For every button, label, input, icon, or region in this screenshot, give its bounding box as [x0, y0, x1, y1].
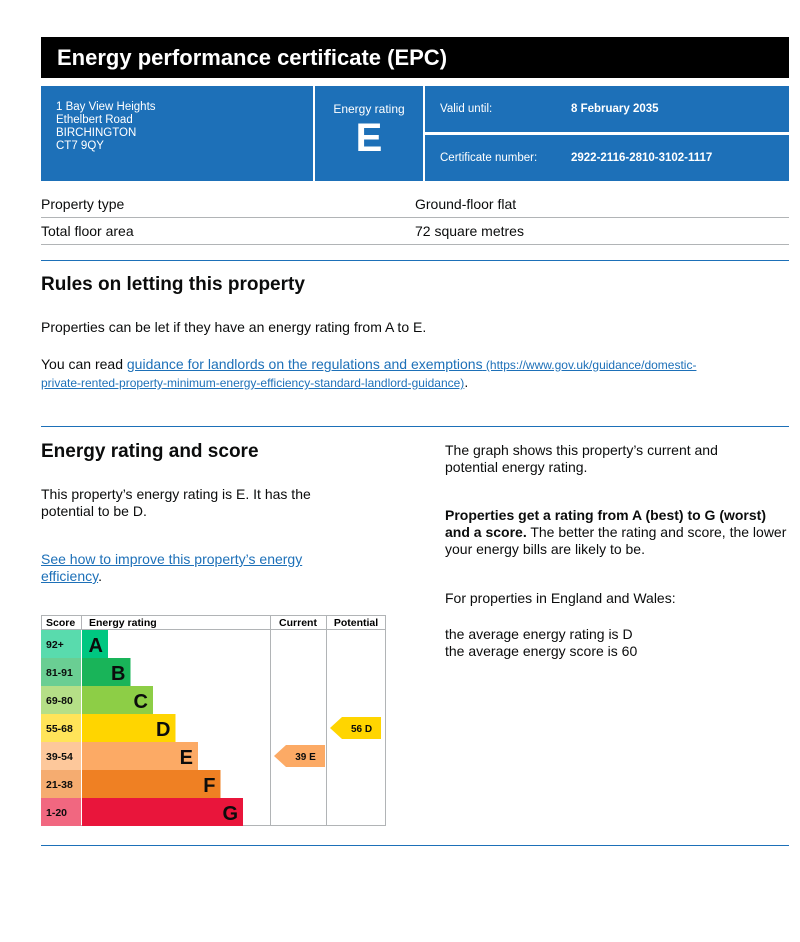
certificate-number-cell	[425, 135, 789, 181]
band-letter: B	[111, 663, 126, 685]
chart-column-header: Current	[279, 617, 317, 629]
potential-rating-marker-label: 56 D	[350, 724, 373, 735]
floor-area-value: 72 square metres	[415, 223, 524, 239]
valid-until-cell	[425, 86, 789, 132]
energy-rating-label: Energy rating	[333, 102, 405, 116]
rating-heading: Energy rating and score	[41, 441, 259, 462]
property-type-value: Ground-floor flat	[415, 196, 517, 212]
band-score-label: 92+	[46, 639, 64, 651]
floor-area-label: Total floor area	[41, 223, 134, 239]
guidance-prefix: You can read	[41, 356, 127, 372]
chart-column-header: Potential	[333, 617, 379, 629]
band-letter: E	[179, 747, 193, 769]
band-letter: D	[156, 719, 171, 741]
england-wales-note: For properties in England and Wales:	[445, 590, 676, 606]
rating-scale-explanation: Properties get a rating from A (best) to G (worst) and a score. The better the rating and score, the lower your energy bills are likely to be.	[445, 507, 787, 557]
section-divider	[41, 426, 789, 427]
letting-heading: Rules on letting this property	[41, 274, 305, 295]
valid-until-label: Valid until:	[440, 103, 493, 115]
energy-rating-letter: E	[355, 116, 383, 160]
graph-explanation: The graph shows this property’s current and potential energy rating.	[445, 442, 718, 475]
address-line: CT7 9QY	[56, 140, 104, 152]
floor-area-row	[41, 217, 789, 245]
letting-guidance-paragraph	[41, 356, 789, 392]
band-score-label: 69-80	[46, 695, 73, 707]
band-letter: F	[203, 775, 216, 797]
band-bar-g	[82, 798, 243, 826]
average-rating-line: the average energy rating is D	[445, 626, 633, 642]
rating-paragraph: This property’s energy rating is E. It has the potential to be D.	[41, 486, 311, 519]
average-score-line: the average energy score is 60	[445, 643, 638, 659]
guidance-suffix: .	[464, 374, 469, 390]
certificate-number-label: Certificate number:	[440, 152, 538, 164]
letting-paragraph: Properties can be let if they have an energy rating from A to E.	[41, 319, 427, 335]
average-rating	[445, 626, 790, 660]
address-line: 1 Bay View Heights	[56, 101, 156, 113]
current-rating-marker-label: 39 E	[295, 752, 316, 763]
property-type-row	[41, 190, 789, 218]
band-score-label: 81-91	[46, 667, 73, 679]
energy-rating-box	[315, 86, 423, 181]
band-letter: G	[222, 803, 238, 825]
property-type-label: Property type	[41, 196, 125, 212]
property-address	[41, 86, 313, 181]
section-divider	[41, 845, 789, 846]
chart-column-header: Energy rating	[89, 617, 157, 629]
address-line: Ethelbert Road	[56, 114, 133, 126]
band-letter: A	[88, 635, 103, 657]
section-divider	[41, 260, 789, 261]
band-letter: C	[133, 691, 148, 713]
landlord-guidance-link[interactable]: guidance for landlords on the regulations and exemptions (https://www.gov.uk/guidance/domestic- private-rented-property-minimum-energy-efficiency-standard-landlord-guidance)	[41, 356, 697, 390]
band-score-label: 21-38	[46, 779, 73, 791]
improve-efficiency-link[interactable]: See how to improve this property’s energy efficiency	[41, 551, 303, 584]
page-title: Energy performance certificate (EPC)	[41, 37, 789, 78]
chart-column-header: Score	[46, 617, 76, 629]
certificate-number-value: 2922-2116-2810-3102-1117	[571, 152, 713, 164]
address-line: BIRCHINGTON	[56, 127, 137, 139]
valid-until-value: 8 February 2035	[571, 103, 659, 115]
band-score-label: 39-54	[46, 751, 73, 763]
band-score-label: 55-68	[46, 723, 73, 735]
energy-rating-chart	[41, 615, 387, 827]
improve-paragraph: See how to improve this property’s energy efficiency.	[41, 551, 303, 584]
band-score-label: 1-20	[46, 807, 68, 819]
band-bar-f	[82, 770, 221, 798]
